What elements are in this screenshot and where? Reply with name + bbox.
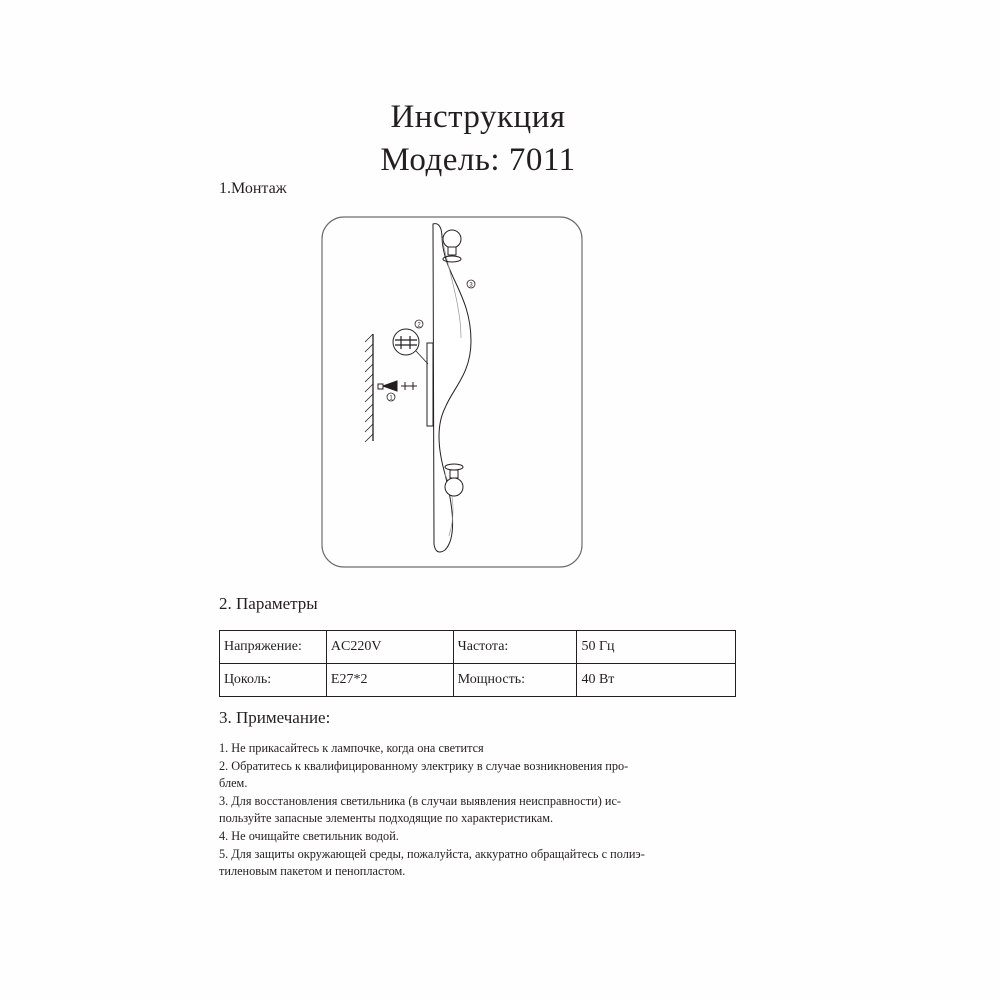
table-row (220, 631, 736, 664)
callout-1: 1 (389, 395, 393, 402)
notes-list (219, 740, 759, 881)
wall-hatching (365, 334, 373, 442)
screw-anchor (378, 381, 417, 391)
parameters-table (219, 630, 736, 697)
note-line: 3. Для восстановления светильника (в случаи выявления неисправности) ис- (219, 793, 622, 808)
section-mount-heading: 1.Монтаж (219, 180, 287, 197)
param-label: Мощность: (453, 664, 577, 697)
mounting-plate (427, 343, 433, 426)
param-value: AC220V (326, 631, 453, 664)
note-line: 5. Для защиты окружающей среды, пожалуйста, аккуратно обращайтесь с полиэ- (219, 846, 645, 861)
param-label: Цоколь: (220, 664, 327, 697)
note-line: блем. (219, 776, 248, 791)
param-value: 50 Гц (577, 631, 736, 664)
callout-3: 3 (469, 282, 473, 289)
mounting-diagram (321, 216, 583, 568)
note-line: 4. Не очищайте светильник водой. (219, 828, 399, 843)
note-line: 1. Не прикасайтесь к лампочке, когда она светится (219, 741, 484, 755)
param-value: 40 Вт (577, 664, 736, 697)
bulb-top (443, 230, 461, 262)
note-line: пользуйте запасные элементы подходящие по характеристикам. (219, 811, 554, 826)
detail-magnifier (393, 329, 419, 355)
param-label: Частота: (453, 631, 577, 664)
param-label: Напряжение: (220, 631, 327, 664)
section-params-heading: 2. Параметры (219, 594, 318, 613)
fixture-body (433, 224, 471, 552)
table-row (220, 664, 736, 697)
note-line: 2. Обратитесь к квалифицированному электрику в случае возникновения про- (219, 758, 629, 773)
callout-2: 2 (417, 322, 421, 329)
note-line: тиленовым пакетом и пенопластом. (219, 864, 406, 879)
bulb-bottom (445, 464, 463, 496)
section-notes-heading: 3. Примечание: (219, 708, 331, 727)
param-value: E27*2 (326, 664, 453, 697)
model-title: Модель: 7011 (380, 142, 576, 178)
document-title: Инструкция (390, 99, 566, 135)
